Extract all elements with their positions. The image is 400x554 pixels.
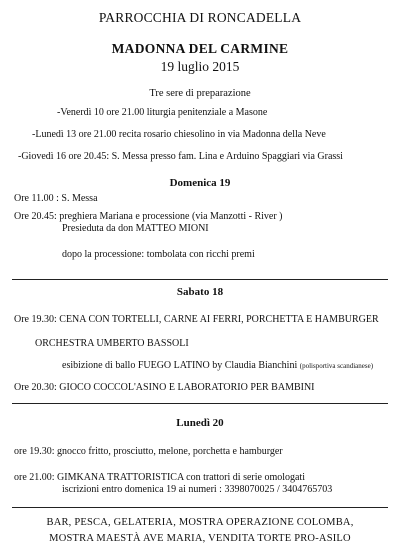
footer-line-2: MOSTRA MAESTÀ AVE MARIA, VENDITA TORTE PRO-ASILO — [49, 533, 351, 544]
sabato-line-1: Ore 19.30: CENA CON TORTELLI, CARNE AI FERRI, PORCHETTA E HAMBURGER — [14, 314, 379, 325]
domenica-heading: Domenica 19 — [169, 177, 231, 189]
lunedi-heading: Lunedì 20 — [176, 417, 224, 429]
sabato-line-3 — [62, 360, 373, 371]
prep-line-3: -Giovedì 16 ore 20.45: S. Messa presso fam. Lina e Arduino Spaggiari via Grassi — [18, 151, 343, 162]
lunedi-line-1: ore 19.30: gnocco fritto, prosciutto, melone, porchetta e hamburger — [14, 446, 283, 457]
footer-line-1: BAR, PESCA, GELATERIA, MOSTRA OPERAZIONE COLOMBA, — [46, 517, 354, 528]
prep-line-2: -Lunedì 13 ore 21.00 recita rosario chiesolino in via Madonna della Neve — [32, 129, 326, 140]
lunedi-line-2: ore 21.00: GIMKANA TRATTORISTICA con trattori di serie omologati — [14, 472, 305, 483]
domenica-line-1: Ore 11.00 : S. Messa — [14, 193, 98, 204]
lunedi-line-3: iscrizioni entro domenica 19 ai numeri : 3398070025 / 3404765703 — [62, 484, 333, 495]
domenica-line-2: Ore 20.45: preghiera Mariana e processione (via Manzotti - River ) — [14, 211, 283, 222]
sabato-heading: Sabato 18 — [176, 286, 224, 298]
sabato-line-3-text: esibizione di ballo FUEGO LATINO by Claudia Bianchini — [62, 360, 298, 371]
event-title: MADONNA DEL CARMINE — [111, 41, 289, 56]
preparation-subtitle: Tre sere di preparazione — [149, 88, 251, 99]
divider-2 — [12, 403, 388, 404]
event-date: 19 luglio 2015 — [160, 59, 240, 74]
sabato-line-3-note: (polisportiva scandianese) — [299, 362, 374, 370]
prep-line-1: -Venerdì 10 ore 21.00 liturgia penitenziale a Masone — [57, 107, 268, 118]
parish-name: PARROCCHIA DI RONCADELLA — [98, 10, 302, 25]
sabato-line-2: ORCHESTRA UMBERTO BASSOLI — [35, 338, 189, 349]
divider-3 — [12, 507, 388, 508]
divider-1 — [12, 279, 388, 280]
domenica-line-4: dopo la processione: tombolata con ricchi premi — [62, 249, 255, 260]
domenica-line-3: Presieduta da don MATTEO MIONI — [62, 223, 209, 234]
sabato-line-4: Ore 20.30: GIOCO COCCOL'ASINO E LABORATORIO PER BAMBINI — [14, 382, 315, 393]
